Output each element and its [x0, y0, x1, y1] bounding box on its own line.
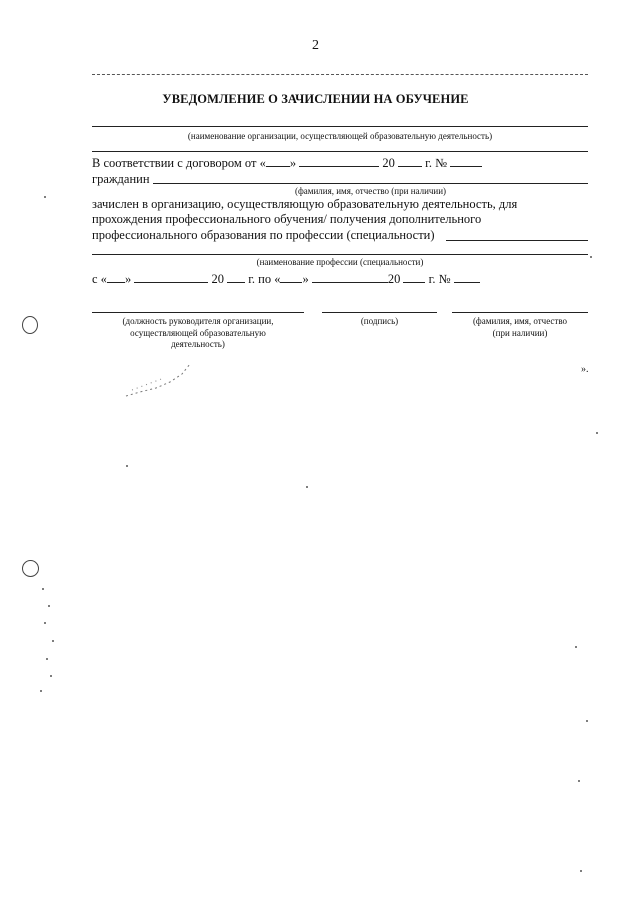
scan-speck	[48, 605, 50, 607]
binder-hole-icon	[22, 560, 39, 577]
period-to-year-prefix: 20	[387, 272, 401, 286]
body-line-1: зачислен в организацию, осуществляющую образовательную деятельность, для	[92, 197, 518, 211]
full-name-caption-line-1: (фамилия, имя, отчество	[472, 316, 568, 326]
period-to-day-field[interactable]	[280, 271, 302, 283]
scan-speck	[306, 486, 308, 488]
full-name-field[interactable]	[452, 312, 588, 313]
period-from-day-field[interactable]	[107, 271, 125, 283]
citizen-label: гражданин	[92, 172, 150, 186]
position-caption-line-1: (должность руководителя организации,	[122, 316, 274, 326]
position-caption-line-2: осуществляющей образовательную	[130, 327, 266, 338]
period-line	[92, 271, 480, 287]
full-name-caption	[452, 316, 588, 339]
profession-field-2[interactable]	[92, 254, 588, 255]
scan-speck	[44, 196, 46, 198]
scan-speck	[126, 465, 128, 467]
signature-caption: (подпись)	[360, 316, 399, 326]
body-line-2: прохождения профессионального обучения/ получения дополнительного	[92, 212, 482, 226]
contract-number-field[interactable]	[450, 155, 482, 167]
signature-field[interactable]	[322, 312, 437, 313]
position-field[interactable]	[92, 312, 304, 313]
stamp-residue	[118, 350, 203, 405]
period-from-month-field[interactable]	[134, 271, 208, 283]
binder-hole-icon	[22, 316, 38, 334]
period-from-year-prefix: 20	[211, 272, 224, 286]
period-to-year-field[interactable]	[403, 271, 425, 283]
org-caption: (наименование организации, осуществляющей образовательную деятельность)	[187, 131, 493, 141]
scan-speck	[575, 646, 577, 648]
period-until-prefix: г. по «	[248, 272, 281, 286]
contract-close-quote: »	[289, 156, 297, 170]
full-name-caption-line-2: (при наличии)	[492, 327, 548, 338]
citizen-caption: (фамилия, имя, отчество (при наличии)	[294, 186, 447, 196]
body-line-3: профессионального образования по профессии (специальности)	[92, 228, 435, 242]
contract-number-label: г. №	[425, 156, 448, 170]
contract-year-prefix: 20	[382, 156, 395, 170]
scan-speck	[42, 588, 44, 590]
stray-mark: ».	[581, 364, 589, 375]
period-to-close-quote: »	[302, 272, 309, 286]
period-number-label: г. №	[428, 272, 451, 286]
scan-speck	[52, 640, 54, 642]
citizen-name-field[interactable]	[153, 183, 588, 184]
period-to-month-field[interactable]	[312, 271, 388, 283]
scan-speck	[590, 256, 592, 258]
dashed-separator	[92, 74, 588, 75]
notice-title: УВЕДОМЛЕНИЕ О ЗАЧИСЛЕНИИ НА ОБУЧЕНИЕ	[162, 92, 469, 106]
profession-caption: (наименование профессии (специальности)	[256, 257, 424, 267]
page-number: 2	[312, 38, 319, 53]
org-name-line	[92, 126, 588, 127]
profession-field-1[interactable]	[446, 240, 588, 241]
scan-speck	[586, 720, 588, 722]
period-from-year-field[interactable]	[227, 271, 245, 283]
contract-prefix: В соответствии с договором от «	[92, 156, 266, 170]
scan-speck	[578, 780, 580, 782]
period-number-field[interactable]	[454, 271, 480, 283]
scan-speck	[46, 658, 48, 660]
scan-speck	[596, 432, 598, 434]
contract-year-field[interactable]	[398, 155, 422, 167]
org-name-line-2	[92, 151, 588, 152]
contract-month-field[interactable]	[299, 155, 379, 167]
period-from-close-quote: »	[124, 272, 132, 286]
scan-speck	[44, 622, 46, 624]
contract-line	[92, 155, 482, 171]
position-caption	[92, 316, 304, 351]
contract-day-field[interactable]	[266, 155, 290, 167]
position-caption-line-3: деятельность)	[171, 339, 225, 349]
scan-speck	[50, 675, 52, 677]
period-from-prefix: с «	[92, 272, 107, 286]
scan-speck	[580, 870, 582, 872]
scan-speck	[40, 690, 42, 692]
